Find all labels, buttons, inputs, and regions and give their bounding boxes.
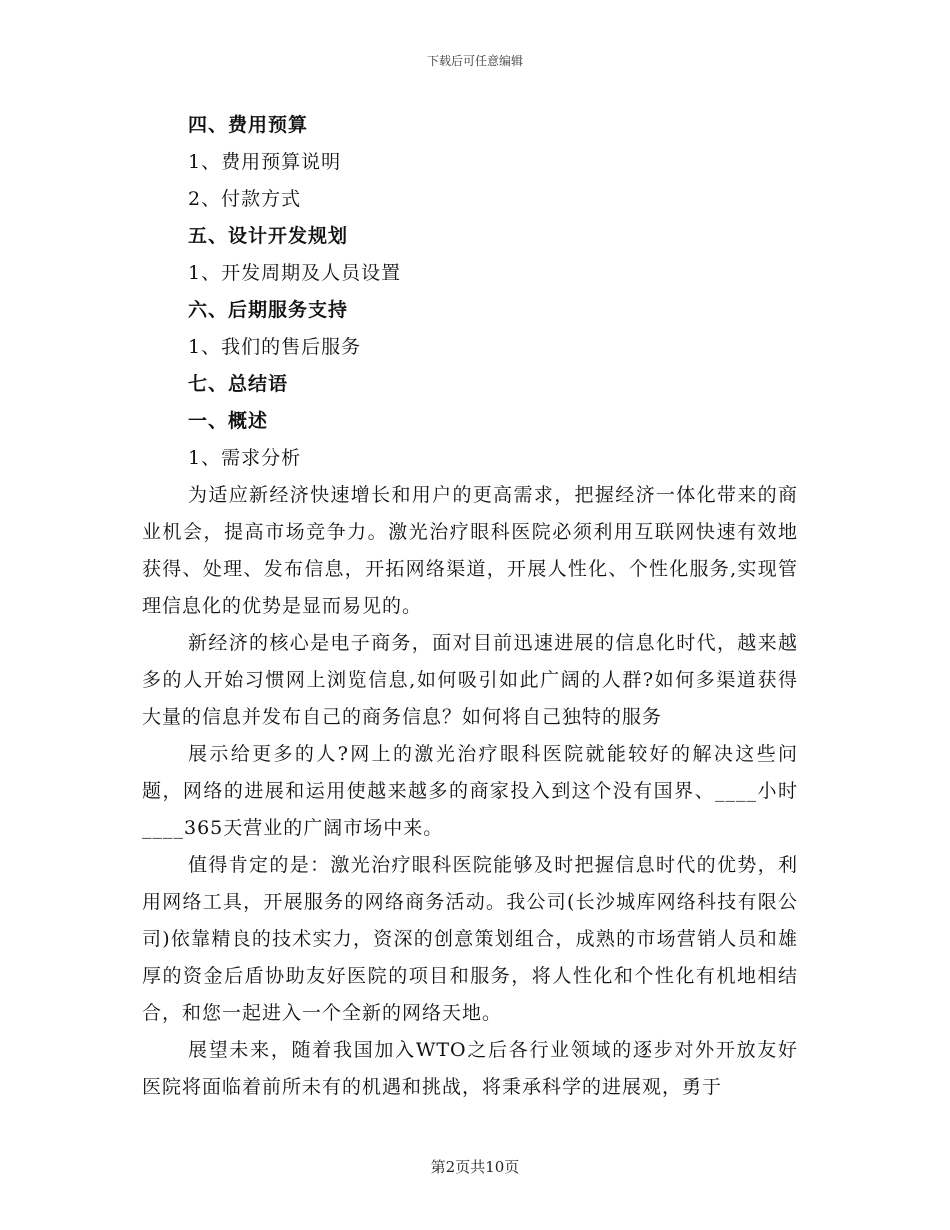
subsection-payment-method: 2、付款方式 — [188, 188, 302, 210]
document-body — [142, 107, 798, 1106]
paragraph-3: 展示给更多的人?网上的激光治疗眼科医院就能较好的解决这些问题，网络的进展和运用使越来越多的商家投入到这个没有国界、____小时____365天营业的广阔市场中来。 — [142, 743, 798, 839]
page-number: 第2页共10页 — [430, 1158, 520, 1176]
subsection-needs-analysis: 1、需求分析 — [188, 447, 302, 469]
paragraph-5: 展望未来，随着我国加入WTO之后各行业领域的逐步对外开放友好医院将面临着前所未有的机遇和挑战，将秉承科学的进展观，勇于 — [142, 1039, 798, 1098]
paragraph-1: 为适应新经济快速增长和用户的更高需求，把握经济一体化带来的商业机会，提高市场竞争力。激光治疗眼科医院必须利用互联网快速有效地获得、处理、发布信息，开拓网络渠道，开展人性化、个性化服务,实现管理信息化的优势是显而易见的。 — [142, 484, 798, 617]
section-heading-dev-plan: 五、设计开发规划 — [188, 225, 349, 247]
subsection-after-sales: 1、我们的售后服务 — [188, 336, 362, 358]
paragraph-2: 新经济的核心是电子商务，面对目前迅速进展的信息化时代，越来越多的人开始习惯网上浏览信息,如何吸引如此广阔的人群?如何多渠道获得大量的信息并发布自己的商务信息？如何将自己独特的服务 — [142, 632, 798, 728]
section-heading-after-service: 六、后期服务支持 — [188, 299, 349, 321]
subsection-budget-description: 1、费用预算说明 — [188, 151, 342, 173]
section-heading-conclusion: 七、总结语 — [188, 373, 289, 395]
page-header: 下载后可任意编辑 — [426, 54, 523, 68]
paragraph-4: 值得肯定的是：激光治疗眼科医院能够及时把握信息时代的优势，利用网络工具，开展服务的网络商务活动。我公司(长沙城库网络科技有限公司)依靠精良的技术实力，资深的创意策划组合，成熟的市场营销人员和雄厚的资金后盾协助友好医院的项目和服务，将人性化和个性化有机地相结合，和您一起进入一个全新的网络天地。 — [142, 854, 798, 1024]
subsection-dev-cycle: 1、开发周期及人员设置 — [188, 262, 402, 284]
section-heading-budget: 四、费用预算 — [188, 114, 309, 136]
section-heading-overview: 一、概述 — [188, 410, 269, 432]
